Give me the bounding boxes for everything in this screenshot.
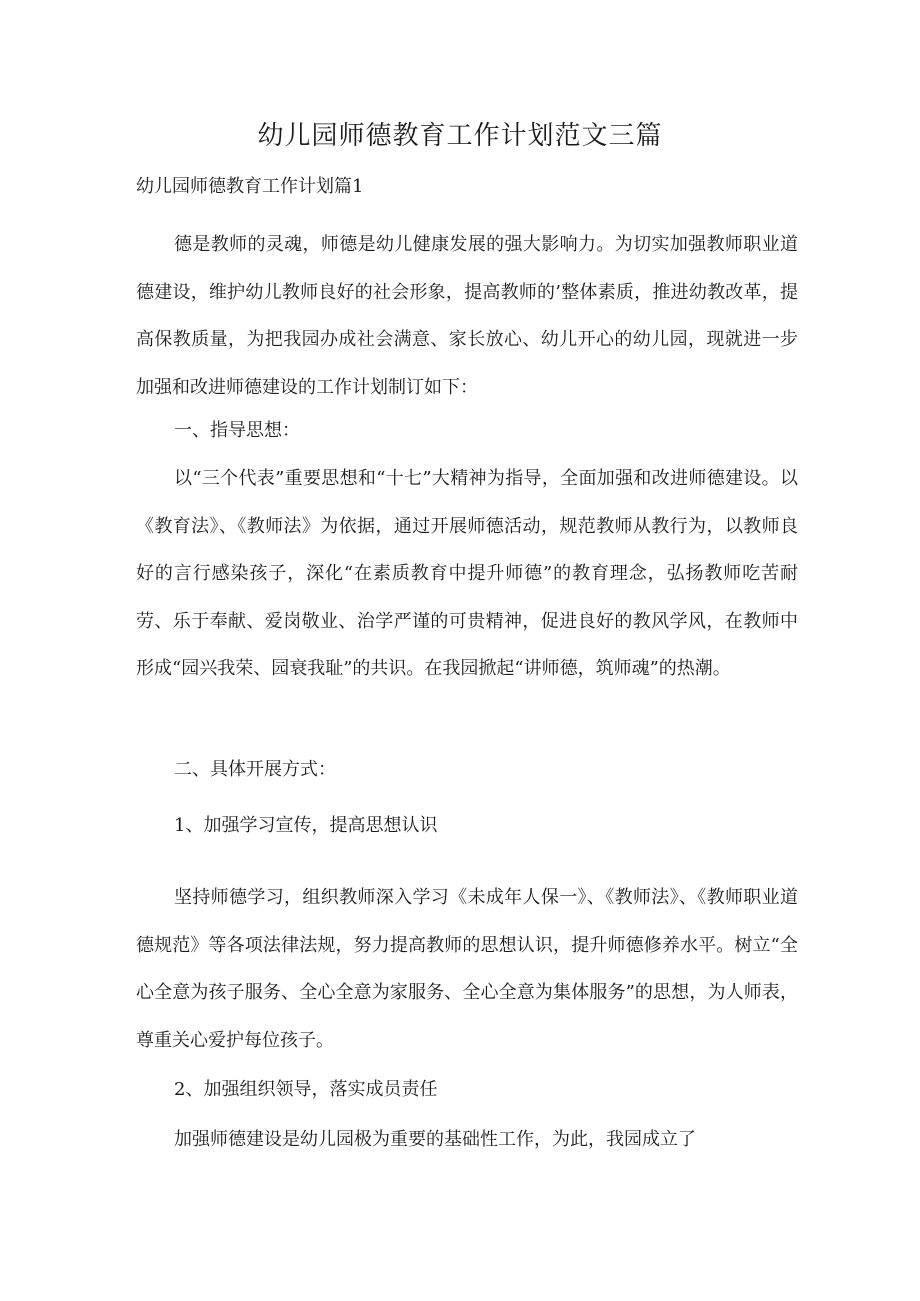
document-subtitle: 幼儿园师德教育工作计划篇1: [136, 176, 364, 197]
intro-paragraph: 德是教师的灵魂，师德是幼儿健康发展的强大影响力。为切实加强教师职业道德建设，维护幼儿教师良好的社会形象，提高教师的’整体素质，推进幼教改革，提高保教质量，为把我园办成社会满意、家长放心、幼儿开心的幼儿园，现就进一步加强和改进师德建设的工作计划制订如下：: [136, 234, 798, 398]
document-title: 幼儿园师德教育工作计划范文三篇: [257, 121, 663, 151]
section-heading-methods: 二、具体开展方式：: [174, 759, 336, 780]
item-paragraph-study-publicity: 坚持师德学习，组织教师深入学习《未成年人保一》、《教师法》、《教师职业道德规范》等各项法律法规，努力提高教师的思想认识，提升师德修养水平。树立“全心全意为孩子服务、全心全意为家服务、全心全意为集体服务”的思想，为人师表，尊重关心爱护每位孩子。: [136, 887, 798, 1051]
item-heading-study-publicity: 1、加强学习宣传，提高思想认识: [174, 815, 438, 836]
section-paragraph-guiding-ideology: 以“三个代表”重要思想和“十七”大精神为指导，全面加强和改进师德建设。以《教育法》、《教师法》为依据，通过开展师德活动，规范教师从教行为，以教师良好的言行感染孩子，深化“在素质教育中提升师德”的教育理念，弘扬教师吃苦耐劳、乐于奉献、爱岗敬业、治学严谨的可贵精神，促进良好的教风学风，在教师中形成“园兴我荣、园衰我耻”的共识。在我园掀起“讲师德，筑师魂”的热潮。: [136, 468, 798, 679]
item-heading-organization-leadership: 2、加强组织领导，落实成员责任: [174, 1079, 438, 1100]
section-heading-guiding-ideology: 一、指导思想：: [174, 420, 300, 441]
item-paragraph-organization-leadership: 加强师德建设是幼儿园极为重要的基础性工作，为此，我园成立了: [174, 1129, 696, 1150]
